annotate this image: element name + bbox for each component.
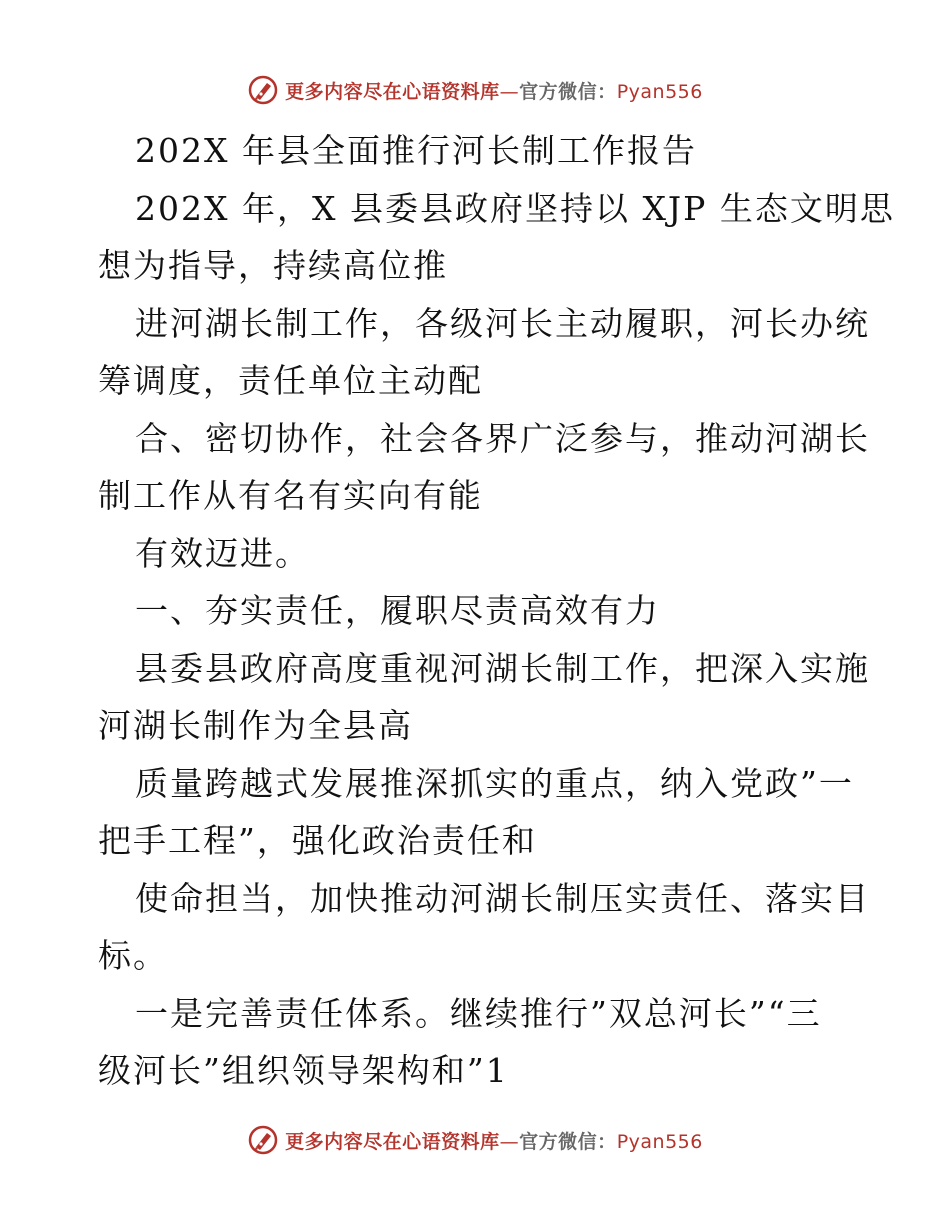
text-line: 级河长”组织领导架构和”1: [98, 1051, 509, 1090]
text-line: 河湖长制作为全县高: [98, 706, 413, 745]
text-line: 合、密切协作，社会各界广泛参与，推动河湖长: [135, 418, 870, 458]
section-heading: 一、夯实责任，履职尽责高效有力: [135, 591, 660, 630]
watermark-account: Pyan556: [616, 80, 703, 103]
text-line: 质量跨越式发展推深抓实的重点，纳入党政”一: [135, 763, 854, 803]
document-body: [98, 122, 895, 1100]
watermark-text: [285, 1127, 703, 1154]
document-title: 202X 年县全面推行河长制工作报告: [135, 131, 697, 170]
pen-nib-logo-icon: [247, 74, 279, 106]
text-line: 进河湖长制工作，各级河长主动履职，河长办统: [135, 303, 870, 343]
text-line: 想为指导，持续高位推: [98, 246, 448, 285]
watermark-text: [285, 77, 703, 104]
text-line: 筹调度，责任单位主动配: [98, 361, 483, 400]
watermark-dash: —: [499, 1130, 520, 1153]
footer-watermark: [0, 1120, 950, 1160]
text-line: 县委县政府高度重视河湖长制工作，把深入实施: [135, 648, 870, 688]
watermark-site: 更多内容尽在心语资料库: [285, 1130, 500, 1153]
text-line: 制工作从有名有实向有能: [98, 476, 483, 515]
watermark-dash: —: [499, 80, 520, 103]
text-line: 使命担当，加快推动河湖长制压实责任、落实目: [135, 878, 870, 918]
text-line: 把手工程”，强化政治责任和: [98, 821, 537, 860]
text-line: 一是完善责任体系。继续推行”双总河长”“三: [135, 993, 822, 1033]
watermark-label: 官方微信：: [519, 1130, 617, 1153]
pen-nib-logo-icon: [247, 1124, 279, 1156]
watermark-account: Pyan556: [616, 1130, 703, 1153]
watermark-site: 更多内容尽在心语资料库: [285, 80, 500, 103]
text-line: 有效迈进。: [135, 533, 310, 573]
text-line: 标。: [98, 936, 168, 975]
header-watermark: [0, 70, 950, 110]
watermark-label: 官方微信：: [519, 80, 617, 103]
text-line: 202X 年，X 县委县政府坚持以 XJP 生态文明思: [135, 188, 895, 228]
